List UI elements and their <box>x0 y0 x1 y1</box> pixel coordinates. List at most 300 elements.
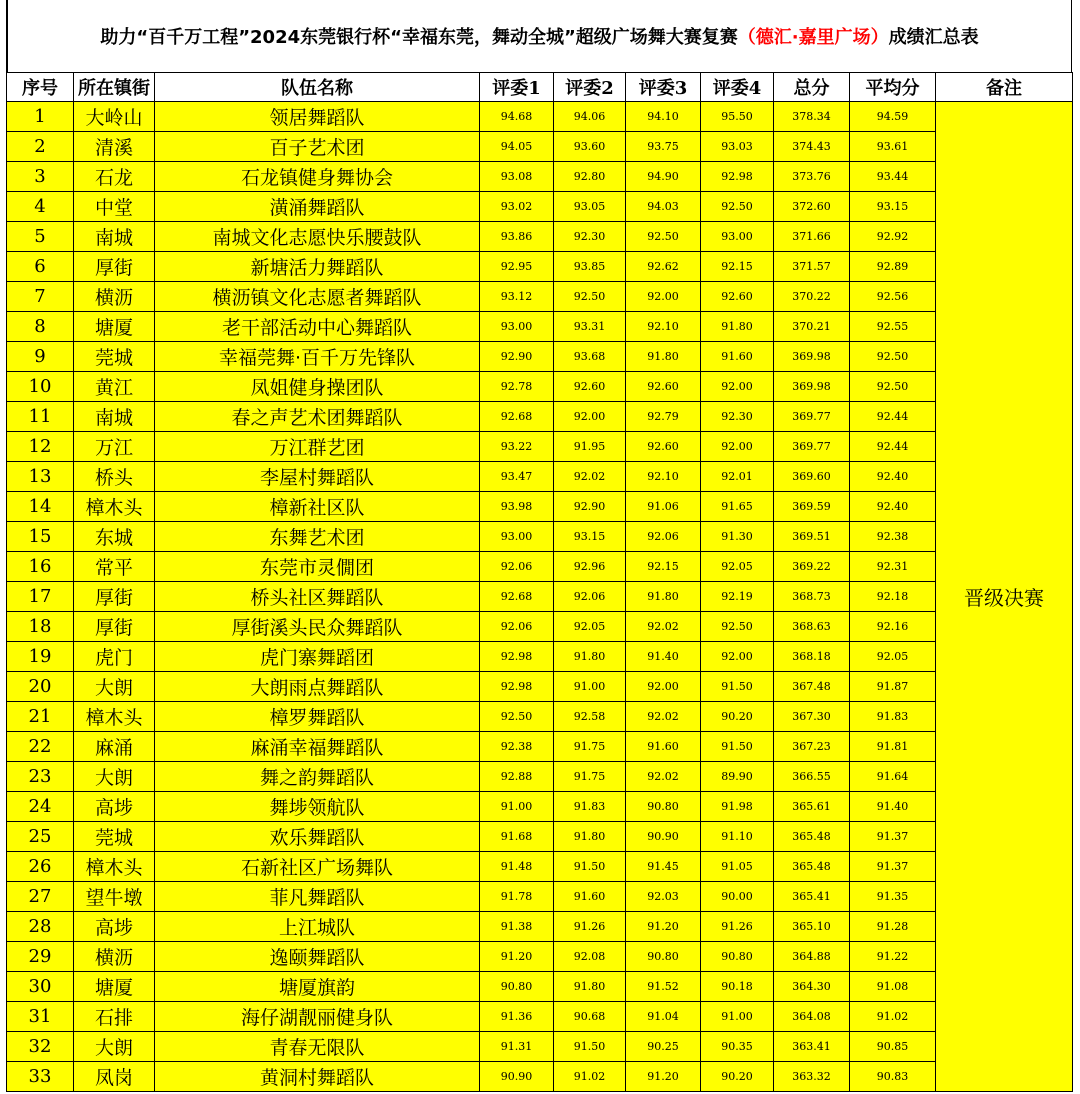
table-row <box>7 462 1073 492</box>
cell-judge-3: 92.10 <box>626 462 701 492</box>
cell-town: 望牛墩 <box>74 882 155 912</box>
cell-judge-4: 90.35 <box>701 1032 774 1062</box>
cell-judge-3: 92.60 <box>626 372 701 402</box>
header-judge-1: 评委1 <box>480 73 554 102</box>
cell-judge-4: 91.50 <box>701 672 774 702</box>
cell-seq: 18 <box>7 612 74 642</box>
table-row <box>7 1062 1073 1092</box>
cell-average: 92.16 <box>850 612 936 642</box>
table-row <box>7 582 1073 612</box>
cell-judge-3: 91.40 <box>626 642 701 672</box>
cell-total: 369.77 <box>774 402 850 432</box>
cell-judge-4: 90.80 <box>701 942 774 972</box>
cell-judge-3: 92.50 <box>626 222 701 252</box>
table-row <box>7 792 1073 822</box>
cell-judge-1: 91.31 <box>480 1032 554 1062</box>
cell-judge-4: 91.05 <box>701 852 774 882</box>
cell-town: 石排 <box>74 1002 155 1032</box>
cell-seq: 20 <box>7 672 74 702</box>
cell-team: 桥头社区舞蹈队 <box>155 582 480 612</box>
cell-seq: 28 <box>7 912 74 942</box>
cell-judge-4: 92.01 <box>701 462 774 492</box>
cell-average: 92.55 <box>850 312 936 342</box>
cell-seq: 3 <box>7 162 74 192</box>
cell-town: 大朗 <box>74 762 155 792</box>
cell-judge-4: 92.98 <box>701 162 774 192</box>
header-seq: 序号 <box>7 73 74 102</box>
cell-team: 石新社区广场舞队 <box>155 852 480 882</box>
cell-town: 塘厦 <box>74 312 155 342</box>
cell-town: 大岭山 <box>74 102 155 132</box>
cell-total: 369.22 <box>774 552 850 582</box>
cell-judge-2: 93.15 <box>554 522 626 552</box>
cell-judge-4: 92.15 <box>701 252 774 282</box>
cell-team: 舞之韵舞蹈队 <box>155 762 480 792</box>
cell-judge-2: 93.85 <box>554 252 626 282</box>
cell-team: 樟罗舞蹈队 <box>155 702 480 732</box>
cell-total: 369.59 <box>774 492 850 522</box>
cell-judge-1: 91.38 <box>480 912 554 942</box>
cell-team: 李屋村舞蹈队 <box>155 462 480 492</box>
cell-average: 92.40 <box>850 462 936 492</box>
cell-team: 大朗雨点舞蹈队 <box>155 672 480 702</box>
cell-judge-1: 91.48 <box>480 852 554 882</box>
cell-judge-2: 92.80 <box>554 162 626 192</box>
table-row <box>7 342 1073 372</box>
cell-seq: 5 <box>7 222 74 252</box>
cell-judge-1: 93.08 <box>480 162 554 192</box>
cell-seq: 26 <box>7 852 74 882</box>
cell-judge-2: 92.30 <box>554 222 626 252</box>
cell-team: 百子艺术团 <box>155 132 480 162</box>
cell-judge-2: 92.90 <box>554 492 626 522</box>
table-row <box>7 432 1073 462</box>
cell-total: 365.41 <box>774 882 850 912</box>
cell-judge-2: 93.05 <box>554 192 626 222</box>
cell-town: 大朗 <box>74 1032 155 1062</box>
cell-judge-4: 91.30 <box>701 522 774 552</box>
cell-judge-1: 92.98 <box>480 642 554 672</box>
cell-seq: 31 <box>7 1002 74 1032</box>
cell-judge-3: 94.10 <box>626 102 701 132</box>
cell-judge-4: 92.00 <box>701 372 774 402</box>
header-total: 总分 <box>774 73 850 102</box>
table-row <box>7 372 1073 402</box>
cell-total: 372.60 <box>774 192 850 222</box>
cell-judge-4: 95.50 <box>701 102 774 132</box>
cell-total: 369.51 <box>774 522 850 552</box>
table-row <box>7 912 1073 942</box>
cell-total: 373.76 <box>774 162 850 192</box>
cell-total: 368.73 <box>774 582 850 612</box>
table-row <box>7 672 1073 702</box>
cell-average: 91.37 <box>850 822 936 852</box>
results-table <box>6 72 1073 1092</box>
cell-judge-3: 91.45 <box>626 852 701 882</box>
cell-town: 黄江 <box>74 372 155 402</box>
header-town: 所在镇街 <box>74 73 155 102</box>
cell-judge-2: 92.06 <box>554 582 626 612</box>
cell-judge-3: 91.20 <box>626 1062 701 1092</box>
cell-judge-4: 91.26 <box>701 912 774 942</box>
cell-seq: 11 <box>7 402 74 432</box>
cell-judge-2: 91.83 <box>554 792 626 822</box>
cell-judge-3: 92.02 <box>626 702 701 732</box>
cell-judge-3: 92.79 <box>626 402 701 432</box>
cell-judge-1: 94.68 <box>480 102 554 132</box>
cell-town: 清溪 <box>74 132 155 162</box>
table-row <box>7 822 1073 852</box>
cell-seq: 23 <box>7 762 74 792</box>
table-row <box>7 312 1073 342</box>
cell-total: 364.30 <box>774 972 850 1002</box>
cell-team: 虎门寨舞蹈团 <box>155 642 480 672</box>
cell-average: 91.22 <box>850 942 936 972</box>
cell-judge-3: 91.20 <box>626 912 701 942</box>
cell-seq: 29 <box>7 942 74 972</box>
cell-team: 黄洞村舞蹈队 <box>155 1062 480 1092</box>
cell-average: 91.08 <box>850 972 936 1002</box>
cell-judge-2: 92.58 <box>554 702 626 732</box>
cell-town: 厚街 <box>74 252 155 282</box>
table-row <box>7 1032 1073 1062</box>
cell-average: 92.89 <box>850 252 936 282</box>
cell-team: 万江群艺团 <box>155 432 480 462</box>
cell-judge-3: 92.00 <box>626 672 701 702</box>
cell-total: 369.98 <box>774 372 850 402</box>
cell-judge-2: 91.80 <box>554 642 626 672</box>
cell-town: 东城 <box>74 522 155 552</box>
cell-judge-2: 92.50 <box>554 282 626 312</box>
table-row <box>7 702 1073 732</box>
cell-judge-2: 91.80 <box>554 822 626 852</box>
cell-seq: 7 <box>7 282 74 312</box>
cell-judge-4: 90.00 <box>701 882 774 912</box>
cell-total: 370.22 <box>774 282 850 312</box>
cell-town: 桥头 <box>74 462 155 492</box>
cell-total: 374.43 <box>774 132 850 162</box>
table-row <box>7 642 1073 672</box>
cell-town: 石龙 <box>74 162 155 192</box>
cell-judge-4: 92.05 <box>701 552 774 582</box>
cell-judge-3: 94.03 <box>626 192 701 222</box>
cell-judge-1: 92.88 <box>480 762 554 792</box>
cell-judge-4: 91.10 <box>701 822 774 852</box>
table-body <box>7 102 1073 1092</box>
cell-average: 91.81 <box>850 732 936 762</box>
cell-total: 369.98 <box>774 342 850 372</box>
cell-judge-2: 91.50 <box>554 852 626 882</box>
cell-team: 逸颐舞蹈队 <box>155 942 480 972</box>
cell-judge-4: 93.03 <box>701 132 774 162</box>
cell-total: 366.55 <box>774 762 850 792</box>
cell-team: 欢乐舞蹈队 <box>155 822 480 852</box>
cell-team: 东舞艺术团 <box>155 522 480 552</box>
cell-seq: 13 <box>7 462 74 492</box>
cell-average: 93.44 <box>850 162 936 192</box>
cell-total: 371.57 <box>774 252 850 282</box>
cell-seq: 22 <box>7 732 74 762</box>
cell-seq: 14 <box>7 492 74 522</box>
table-row <box>7 612 1073 642</box>
cell-average: 91.40 <box>850 792 936 822</box>
cell-judge-3: 90.80 <box>626 942 701 972</box>
cell-town: 莞城 <box>74 822 155 852</box>
table-row <box>7 102 1073 132</box>
cell-seq: 19 <box>7 642 74 672</box>
cell-town: 麻涌 <box>74 732 155 762</box>
cell-judge-1: 90.80 <box>480 972 554 1002</box>
cell-average: 91.02 <box>850 1002 936 1032</box>
cell-judge-2: 91.80 <box>554 972 626 1002</box>
cell-judge-1: 93.02 <box>480 192 554 222</box>
cell-team: 幸福莞舞·百千万先锋队 <box>155 342 480 372</box>
cell-judge-1: 92.38 <box>480 732 554 762</box>
cell-average: 91.35 <box>850 882 936 912</box>
cell-judge-4: 91.50 <box>701 732 774 762</box>
cell-average: 90.83 <box>850 1062 936 1092</box>
cell-seq: 27 <box>7 882 74 912</box>
cell-total: 363.41 <box>774 1032 850 1062</box>
cell-judge-4: 92.60 <box>701 282 774 312</box>
cell-judge-3: 92.62 <box>626 252 701 282</box>
cell-judge-1: 91.68 <box>480 822 554 852</box>
cell-seq: 9 <box>7 342 74 372</box>
table-row <box>7 972 1073 1002</box>
cell-judge-3: 93.75 <box>626 132 701 162</box>
cell-judge-1: 92.98 <box>480 672 554 702</box>
header-row <box>7 73 1073 102</box>
cell-total: 365.10 <box>774 912 850 942</box>
cell-seq: 12 <box>7 432 74 462</box>
cell-judge-4: 92.19 <box>701 582 774 612</box>
cell-judge-2: 91.50 <box>554 1032 626 1062</box>
cell-average: 90.85 <box>850 1032 936 1062</box>
cell-team: 领居舞蹈队 <box>155 102 480 132</box>
cell-judge-1: 93.47 <box>480 462 554 492</box>
cell-judge-3: 92.60 <box>626 432 701 462</box>
cell-judge-1: 93.00 <box>480 522 554 552</box>
cell-judge-3: 90.90 <box>626 822 701 852</box>
cell-town: 常平 <box>74 552 155 582</box>
cell-team: 舞埗领航队 <box>155 792 480 822</box>
cell-judge-1: 93.22 <box>480 432 554 462</box>
cell-judge-2: 92.60 <box>554 372 626 402</box>
cell-average: 93.61 <box>850 132 936 162</box>
cell-town: 横沥 <box>74 282 155 312</box>
cell-judge-2: 92.05 <box>554 612 626 642</box>
cell-judge-2: 91.60 <box>554 882 626 912</box>
cell-total: 370.21 <box>774 312 850 342</box>
cell-average: 92.44 <box>850 402 936 432</box>
cell-seq: 33 <box>7 1062 74 1092</box>
cell-total: 365.48 <box>774 822 850 852</box>
cell-judge-2: 92.96 <box>554 552 626 582</box>
cell-judge-1: 92.95 <box>480 252 554 282</box>
cell-judge-1: 92.90 <box>480 342 554 372</box>
cell-average: 92.40 <box>850 492 936 522</box>
table-row <box>7 282 1073 312</box>
cell-judge-1: 93.12 <box>480 282 554 312</box>
cell-team: 新塘活力舞蹈队 <box>155 252 480 282</box>
cell-judge-4: 91.00 <box>701 1002 774 1032</box>
cell-judge-3: 91.60 <box>626 732 701 762</box>
cell-town: 中堂 <box>74 192 155 222</box>
table-row <box>7 942 1073 972</box>
cell-judge-3: 91.04 <box>626 1002 701 1032</box>
cell-total: 368.63 <box>774 612 850 642</box>
cell-team: 横沥镇文化志愿者舞蹈队 <box>155 282 480 312</box>
cell-seq: 30 <box>7 972 74 1002</box>
cell-judge-4: 91.60 <box>701 342 774 372</box>
cell-seq: 16 <box>7 552 74 582</box>
table-row <box>7 1002 1073 1032</box>
cell-seq: 8 <box>7 312 74 342</box>
cell-seq: 25 <box>7 822 74 852</box>
cell-town: 万江 <box>74 432 155 462</box>
cell-seq: 17 <box>7 582 74 612</box>
table-row <box>7 192 1073 222</box>
cell-judge-4: 90.20 <box>701 702 774 732</box>
cell-average: 94.59 <box>850 102 936 132</box>
cell-total: 367.48 <box>774 672 850 702</box>
cell-judge-3: 92.02 <box>626 612 701 642</box>
cell-seq: 6 <box>7 252 74 282</box>
cell-team: 塘厦旗韵 <box>155 972 480 1002</box>
cell-average: 91.28 <box>850 912 936 942</box>
cell-team: 厚街溪头民众舞蹈队 <box>155 612 480 642</box>
table-row <box>7 732 1073 762</box>
cell-judge-3: 92.02 <box>626 762 701 792</box>
cell-judge-1: 91.20 <box>480 942 554 972</box>
cell-team: 凤姐健身操团队 <box>155 372 480 402</box>
cell-judge-2: 91.00 <box>554 672 626 702</box>
table-row <box>7 492 1073 522</box>
cell-average: 92.05 <box>850 642 936 672</box>
cell-judge-4: 90.20 <box>701 1062 774 1092</box>
cell-total: 368.18 <box>774 642 850 672</box>
table-row <box>7 552 1073 582</box>
cell-seq: 21 <box>7 702 74 732</box>
cell-team: 石龙镇健身舞协会 <box>155 162 480 192</box>
cell-judge-2: 93.31 <box>554 312 626 342</box>
cell-town: 樟木头 <box>74 492 155 522</box>
table-row <box>7 882 1073 912</box>
cell-judge-2: 92.08 <box>554 942 626 972</box>
cell-average: 92.18 <box>850 582 936 612</box>
cell-judge-2: 91.02 <box>554 1062 626 1092</box>
cell-judge-3: 92.00 <box>626 282 701 312</box>
cell-total: 371.66 <box>774 222 850 252</box>
cell-average: 91.37 <box>850 852 936 882</box>
cell-judge-1: 92.06 <box>480 612 554 642</box>
cell-judge-3: 91.06 <box>626 492 701 522</box>
cell-note: 晋级决赛 <box>936 102 1073 1092</box>
header-team: 队伍名称 <box>155 73 480 102</box>
cell-average: 91.87 <box>850 672 936 702</box>
cell-team: 菲凡舞蹈队 <box>155 882 480 912</box>
cell-team: 春之声艺术团舞蹈队 <box>155 402 480 432</box>
cell-total: 365.48 <box>774 852 850 882</box>
cell-town: 塘厦 <box>74 972 155 1002</box>
cell-judge-4: 90.18 <box>701 972 774 1002</box>
title-main: 助力“百千万工程”2024东莞银行杯“幸福东莞，舞动全城”超级广场舞大赛复赛 <box>100 27 738 48</box>
cell-town: 樟木头 <box>74 702 155 732</box>
cell-judge-1: 90.90 <box>480 1062 554 1092</box>
cell-seq: 1 <box>7 102 74 132</box>
title-venue: （德汇·嘉里广场） <box>737 27 889 48</box>
cell-total: 365.61 <box>774 792 850 822</box>
cell-town: 厚街 <box>74 582 155 612</box>
cell-judge-3: 91.80 <box>626 582 701 612</box>
cell-total: 364.08 <box>774 1002 850 1032</box>
cell-judge-1: 92.78 <box>480 372 554 402</box>
cell-judge-2: 90.68 <box>554 1002 626 1032</box>
cell-judge-2: 93.68 <box>554 342 626 372</box>
cell-seq: 4 <box>7 192 74 222</box>
cell-judge-1: 93.86 <box>480 222 554 252</box>
cell-judge-3: 92.06 <box>626 522 701 552</box>
table-row <box>7 852 1073 882</box>
header-judge-3: 评委3 <box>626 73 701 102</box>
cell-judge-4: 92.30 <box>701 402 774 432</box>
cell-judge-1: 91.78 <box>480 882 554 912</box>
cell-town: 凤岗 <box>74 1062 155 1092</box>
table-row <box>7 252 1073 282</box>
cell-average: 91.64 <box>850 762 936 792</box>
cell-total: 367.30 <box>774 702 850 732</box>
cell-town: 高埗 <box>74 912 155 942</box>
cell-judge-1: 91.00 <box>480 792 554 822</box>
cell-total: 363.32 <box>774 1062 850 1092</box>
cell-judge-2: 91.26 <box>554 912 626 942</box>
cell-average: 92.38 <box>850 522 936 552</box>
cell-judge-1: 92.68 <box>480 582 554 612</box>
cell-seq: 24 <box>7 792 74 822</box>
cell-average: 92.31 <box>850 552 936 582</box>
cell-judge-1: 92.50 <box>480 702 554 732</box>
header-note: 备注 <box>936 73 1073 102</box>
cell-total: 378.34 <box>774 102 850 132</box>
cell-judge-4: 93.00 <box>701 222 774 252</box>
cell-judge-3: 92.10 <box>626 312 701 342</box>
cell-judge-3: 92.15 <box>626 552 701 582</box>
table-row <box>7 162 1073 192</box>
cell-judge-3: 94.90 <box>626 162 701 192</box>
cell-average: 92.50 <box>850 342 936 372</box>
cell-team: 南城文化志愿快乐腰鼓队 <box>155 222 480 252</box>
cell-total: 364.88 <box>774 942 850 972</box>
cell-judge-1: 93.00 <box>480 312 554 342</box>
cell-judge-2: 92.00 <box>554 402 626 432</box>
cell-average: 92.44 <box>850 432 936 462</box>
cell-town: 虎门 <box>74 642 155 672</box>
cell-judge-2: 91.75 <box>554 732 626 762</box>
table-row <box>7 402 1073 432</box>
cell-judge-3: 92.03 <box>626 882 701 912</box>
title-suffix: 成绩汇总表 <box>888 27 979 48</box>
cell-judge-1: 93.98 <box>480 492 554 522</box>
cell-average: 93.15 <box>850 192 936 222</box>
cell-team: 老干部活动中心舞蹈队 <box>155 312 480 342</box>
cell-average: 91.83 <box>850 702 936 732</box>
cell-judge-2: 94.06 <box>554 102 626 132</box>
cell-judge-4: 91.98 <box>701 792 774 822</box>
cell-town: 横沥 <box>74 942 155 972</box>
cell-town: 樟木头 <box>74 852 155 882</box>
cell-seq: 32 <box>7 1032 74 1062</box>
cell-judge-1: 94.05 <box>480 132 554 162</box>
